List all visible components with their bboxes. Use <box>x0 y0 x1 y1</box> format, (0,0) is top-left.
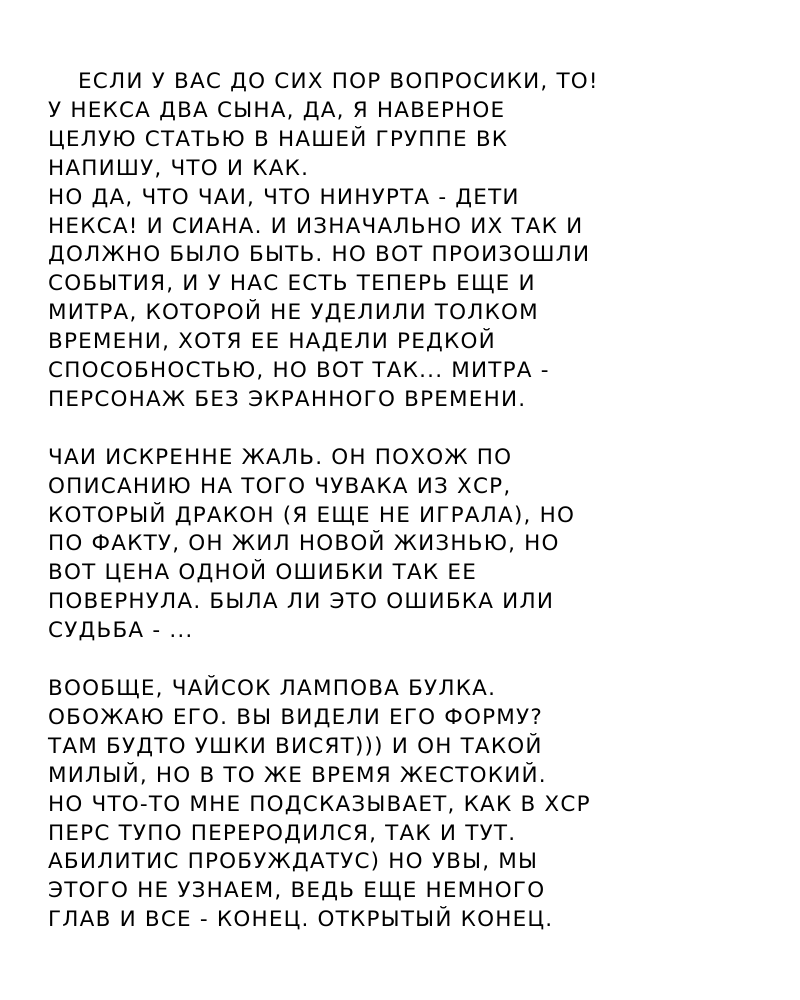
text-line: ЦЕЛУЮ СТАТЬЮ В НАШЕЙ ГРУППЕ ВК <box>48 126 509 152</box>
text-line: У НЕКСА ДВА СЫНА, ДА, Я НАВЕРНОЕ <box>48 97 506 123</box>
text-line: ЕСЛИ У ВАС ДО СИХ ПОР ВОПРОСИКИ, ТО! <box>78 69 599 94</box>
text-line: СПОСОБНОСТЬЮ, НО ВОТ ТАК... МИТРА - <box>48 358 550 384</box>
text-line: ВОТ ЦЕНА ОДНОЙ ОШИБКИ ТАК ЕЕ <box>48 560 477 586</box>
text-line: АБИЛИТИС ПРОБУЖДАТУС) НО УВЫ, МЫ <box>48 849 539 875</box>
text-line: ОПИСАНИЮ НА ТОГО ЧУВАКА ИЗ ХСР, <box>48 473 512 499</box>
text-line: НАПИШУ, ЧТО И КАК. <box>48 155 310 181</box>
text-line: СУДЬБА - ... <box>48 618 194 644</box>
text-line: ЭТОГО НЕ УЗНАЕМ, ВЕДЬ ЕЩЕ НЕМНОГО <box>48 878 546 904</box>
text-line: НО ДА, ЧТО ЧАИ, ЧТО НИНУРТА - ДЕТИ <box>48 184 520 210</box>
text-line: ПОВЕРНУЛА. БЫЛА ЛИ ЭТО ОШИБКА ИЛИ <box>48 589 555 615</box>
paragraph-1 <box>48 68 768 415</box>
text-line: СОБЫТИЯ, И У НАС ЕСТЬ ТЕПЕРЬ ЕЩЕ И <box>48 271 536 297</box>
paragraph-gap <box>48 646 768 675</box>
text-line: ЧАИ ИСКРЕННЕ ЖАЛЬ. ОН ПОХОЖ ПО <box>48 444 513 470</box>
paragraph-3 <box>48 675 768 935</box>
text-line: ПЕРСОНАЖ БЕЗ ЭКРАННОГО ВРЕМЕНИ. <box>48 386 527 412</box>
text-line: КОТОРЫЙ ДРАКОН (Я ЕЩЕ НЕ ИГРАЛА), НО <box>48 502 576 528</box>
text-line: ДОЛЖНО БЫЛО БЫТЬ. НО ВОТ ПРОИЗОШЛИ <box>48 242 591 268</box>
paragraph-gap <box>48 415 768 444</box>
text-line: ПЕРС ТУПО ПЕРЕРОДИЛСЯ, ТАК И ТУТ. <box>48 820 517 846</box>
paragraph-2 <box>48 444 768 646</box>
text-line: ПО ФАКТУ, ОН ЖИЛ НОВОЙ ЖИЗНЬЮ, НО <box>48 531 560 557</box>
text-line: ВООБЩЕ, ЧАЙСОК ЛАМПОВА БУЛКА. <box>48 676 497 701</box>
text-line: МИЛЫЙ, НО В ТО ЖЕ ВРЕМЯ ЖЕСТОКИЙ. <box>48 762 547 788</box>
text-line: ВРЕМЕНИ, ХОТЯ ЕЕ НАДЕЛИ РЕДКОЙ <box>48 329 496 355</box>
text-line: ОБОЖАЮ ЕГО. ВЫ ВИДЕЛИ ЕГО ФОРМУ? <box>48 704 543 730</box>
handwritten-note <box>48 68 768 935</box>
text-line: ТАМ БУДТО УШКИ ВИСЯТ))) И ОН ТАКОЙ <box>48 733 543 759</box>
text-line: ГЛАВ И ВСЕ - КОНЕЦ. ОТКРЫТЫЙ КОНЕЦ. <box>48 907 554 933</box>
text-line: МИТРА, КОТОРОЙ НЕ УДЕЛИЛИ ТОЛКОМ <box>48 300 539 326</box>
text-line: НО ЧТО-ТО МНЕ ПОДСКАЗЫВАЕТ, КАК В ХСР <box>48 791 591 817</box>
text-line: НЕКСА! И СИАНА. И ИЗНАЧАЛЬНО ИХ ТАК И <box>48 213 584 239</box>
